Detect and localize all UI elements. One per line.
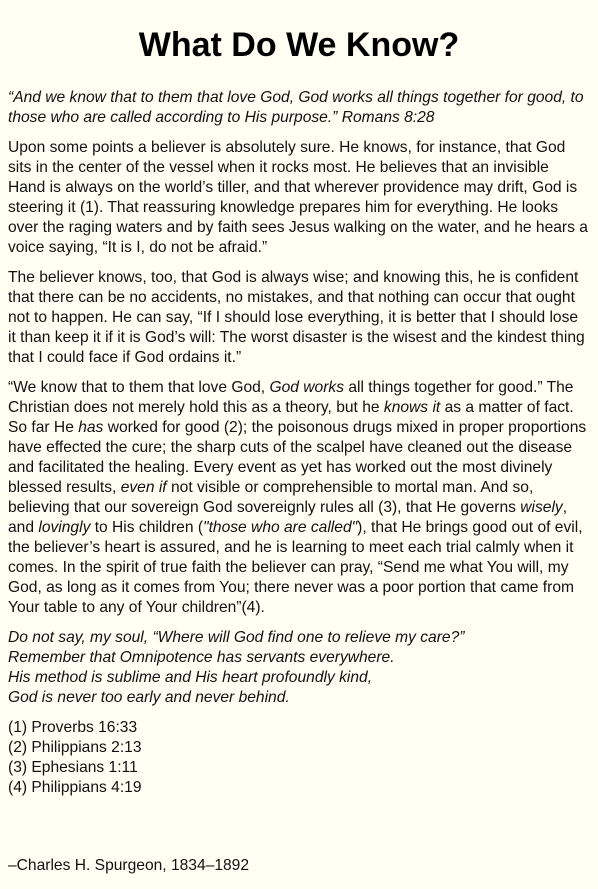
para3-text: not visible or comprehensible to mortal man. And so, believing that our sovereign God sovereignly rules all (3), that He governs [8, 479, 534, 516]
reference-list [8, 718, 590, 798]
reference-item: (3) Ephesians 1:11 [8, 759, 138, 776]
poem [8, 628, 590, 708]
para3-text: , and [8, 499, 568, 536]
para3-emphasis: knows it [383, 399, 441, 416]
poem-line: His method is sublime and His heart profoundly kind, [8, 669, 373, 686]
reference-item: (2) Philippians 2:13 [8, 739, 142, 756]
para3-text: all things together for good.” The Christian does not merely hold this as a theory, but he [8, 379, 574, 416]
poem-line: Do not say, my soul, “Where will God find one to relieve my care?” [8, 629, 465, 646]
verse-quote: “And we know that to them that love God, God works all things together for good, to those who are called according to His purpose.” [8, 89, 584, 126]
verse-reference: Romans 8:28 [341, 109, 435, 126]
poem-line: God is never too early and never behind. [8, 689, 290, 706]
paragraph-1: Upon some points a believer is absolutely sure. He knows, for instance, that God sits in the center of the vessel when it rocks most. He believes that an invisible Hand is always on the world’s tiller, and that wherever providence may drift, God is steering it (1). That reassuring knowledge prepares him for everything. He looks over the raging waters and by faith sees Jesus walking on the water, and he hears a voice saying, “It is I, do not be afraid.” [8, 139, 588, 256]
reference-item: (1) Proverbs 16:33 [8, 719, 138, 736]
para3-emphasis: "those who are called" [203, 519, 358, 536]
para3-emphasis: even if [120, 479, 167, 496]
poem-line: Remember that Omnipotence has servants everywhere. [8, 649, 395, 666]
scripture-verse [8, 88, 590, 128]
para3-text: as a matter of fact. So far He [8, 399, 574, 436]
para3-emphasis: lovingly [38, 519, 91, 536]
para3-emphasis: wisely [520, 499, 563, 516]
reference-item: (4) Philippians 4:19 [8, 779, 142, 796]
author-attribution: –Charles H. Spurgeon, 1834–1892 [8, 857, 250, 874]
para3-text: worked for good (2); the poisonous drugs mixed in proper proportions have effected the cure; the sharp cuts of the scalpel have cleaned out the disease and facilitated the healing. Every event as yet has worked out the most divinely blessed results, [8, 419, 587, 496]
page-title: What Do We Know? [138, 26, 460, 64]
para3-emphasis: God works [269, 379, 345, 396]
para3-text: ), that He brings good out of evil, the believer’s heart is assured, and he is learning to meet each trial calmly when it comes. In the spirit of true faith the believer can pray, “Send me what You will, my God, as long as it comes from You; there never was a poor portion that came from Your table to any of Your children”(4). [8, 519, 583, 616]
paragraph-2: The believer knows, too, that God is always wise; and knowing this, he is confident that there can be no accidents, no mistakes, and that nothing can occur that ought not to happen. He can say, “If I should lose everything, it is better that I should lose it than keep it if it is God’s will: The worst disaster is the wisest and the kindest thing that I could face if God ordains it.” [8, 269, 585, 366]
paragraph-3 [8, 378, 590, 618]
para3-emphasis: has [78, 419, 104, 436]
para3-text: “We know that to them that love God, [8, 379, 270, 396]
para3-text: to His children ( [90, 519, 204, 536]
